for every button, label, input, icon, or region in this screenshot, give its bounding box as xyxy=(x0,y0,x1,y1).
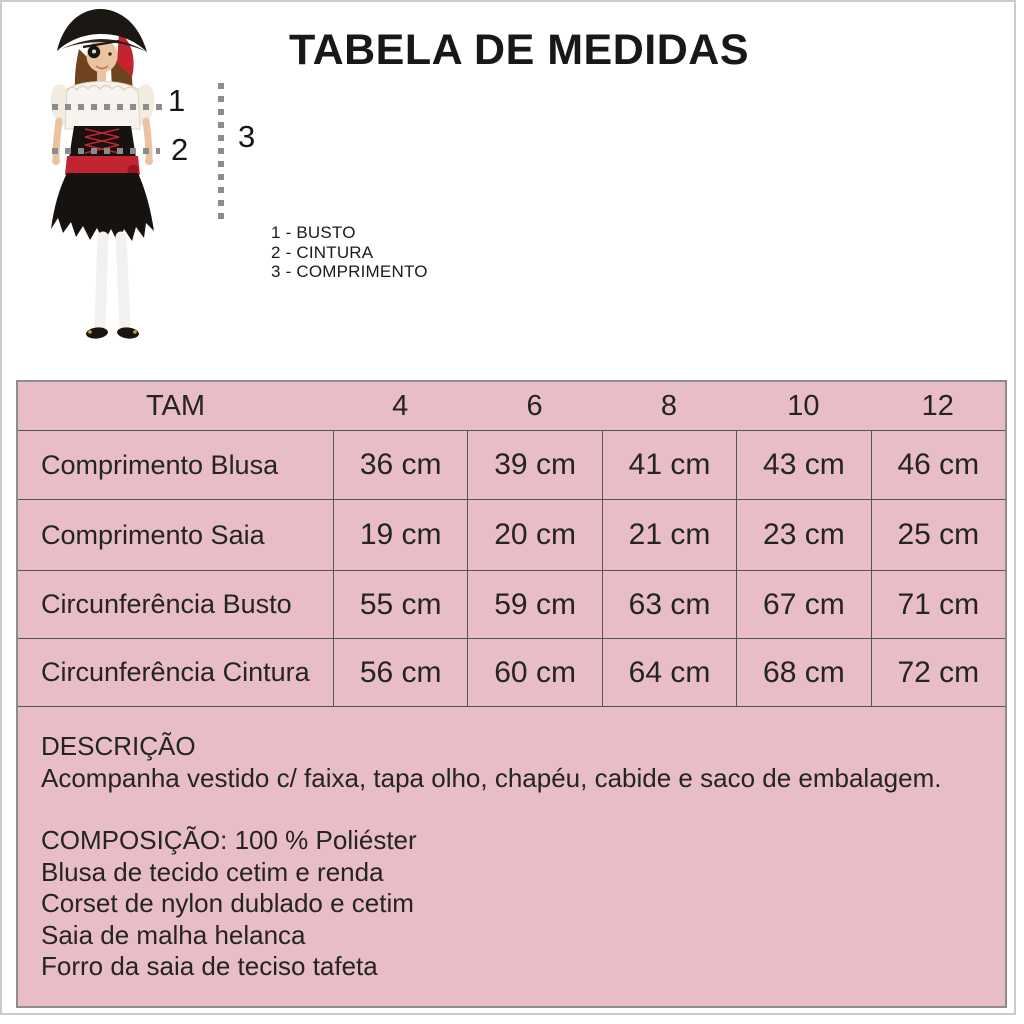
measurement-cell: 39 cm xyxy=(467,430,601,499)
row-label-comprimento-saia: Comprimento Saia xyxy=(18,499,333,570)
measurement-cell: 72 cm xyxy=(871,638,1005,706)
size-column-header-10: 10 xyxy=(787,389,820,422)
measurement-cell: 41 cm xyxy=(602,430,736,499)
table-header-tam: TAM xyxy=(145,389,206,422)
measurement-cell: 67 cm xyxy=(736,570,870,638)
measurement-cell: 21 cm xyxy=(602,499,736,570)
pirate-costume-illustration xyxy=(45,5,175,345)
blank-line xyxy=(41,794,995,825)
size-column-header-8: 8 xyxy=(660,389,678,422)
size-column-header-4: 4 xyxy=(392,389,409,422)
legend-item-waist: 2 - CINTURA xyxy=(271,242,374,262)
measurement-cell: 25 cm xyxy=(871,499,1005,570)
composition-line-saia: Saia de malha helanca xyxy=(41,919,306,950)
composition-line-corset: Corset de nylon dublado e cetim xyxy=(41,888,414,918)
row-label-circunferencia-cintura: Circunferência Cintura xyxy=(18,638,333,706)
measurement-cell: 60 cm xyxy=(467,638,601,706)
measurement-cell: 55 cm xyxy=(333,570,467,638)
measurement-cell: 19 cm xyxy=(333,499,467,570)
marker-2-label: 2 xyxy=(171,132,189,167)
row-label-circunferencia-busto: Circunferência Busto xyxy=(18,570,333,638)
legend-item-bust: 1 - BUSTO xyxy=(271,223,356,242)
description-heading: DESCRIÇÃO xyxy=(41,731,196,761)
size-column-header-12: 12 xyxy=(921,389,954,422)
measurement-cell: 64 cm xyxy=(602,638,736,706)
length-measure-line xyxy=(218,83,224,224)
composition-line-forro: Forro da saia de teciso tafeta xyxy=(41,951,378,981)
marker-1-label: 1 xyxy=(168,83,186,118)
page-title: TABELA DE MEDIDAS xyxy=(289,26,749,74)
measurement-cell: 63 cm xyxy=(602,570,736,638)
measurement-cell: 59 cm xyxy=(467,570,601,638)
row-label-comprimento-blusa: Comprimento Blusa xyxy=(18,430,333,499)
waist-measure-line xyxy=(52,148,160,154)
measurement-cell: 71 cm xyxy=(871,570,1005,638)
description-includes: Acompanha vestido c/ faixa, tapa olho, chapéu, cabide e saco de embalagem. xyxy=(41,762,942,793)
measurement-cell: 68 cm xyxy=(736,638,870,706)
measurement-cell: 36 cm xyxy=(333,430,467,499)
pirate-costume-photo xyxy=(45,5,175,345)
measurement-cell: 20 cm xyxy=(467,499,601,570)
bust-measure-line xyxy=(52,104,164,110)
marker-3-label: 3 xyxy=(238,119,256,154)
measurement-cell: 43 cm xyxy=(736,430,870,499)
measurement-cell: 46 cm xyxy=(871,430,1005,499)
size-column-header-6: 6 xyxy=(526,389,543,422)
measure-legend xyxy=(271,223,428,282)
legend-item-length: 3 - COMPRIMENTO xyxy=(271,262,428,281)
composition-line-blusa: Blusa de tecido cetim e renda xyxy=(41,856,384,887)
composition-heading: COMPOSIÇÃO: 100 % Poliéster xyxy=(41,825,417,855)
size-table xyxy=(16,380,1007,1008)
measurement-cell: 23 cm xyxy=(736,499,870,570)
measurement-cell: 56 cm xyxy=(333,638,467,706)
description-block xyxy=(18,706,1005,1006)
